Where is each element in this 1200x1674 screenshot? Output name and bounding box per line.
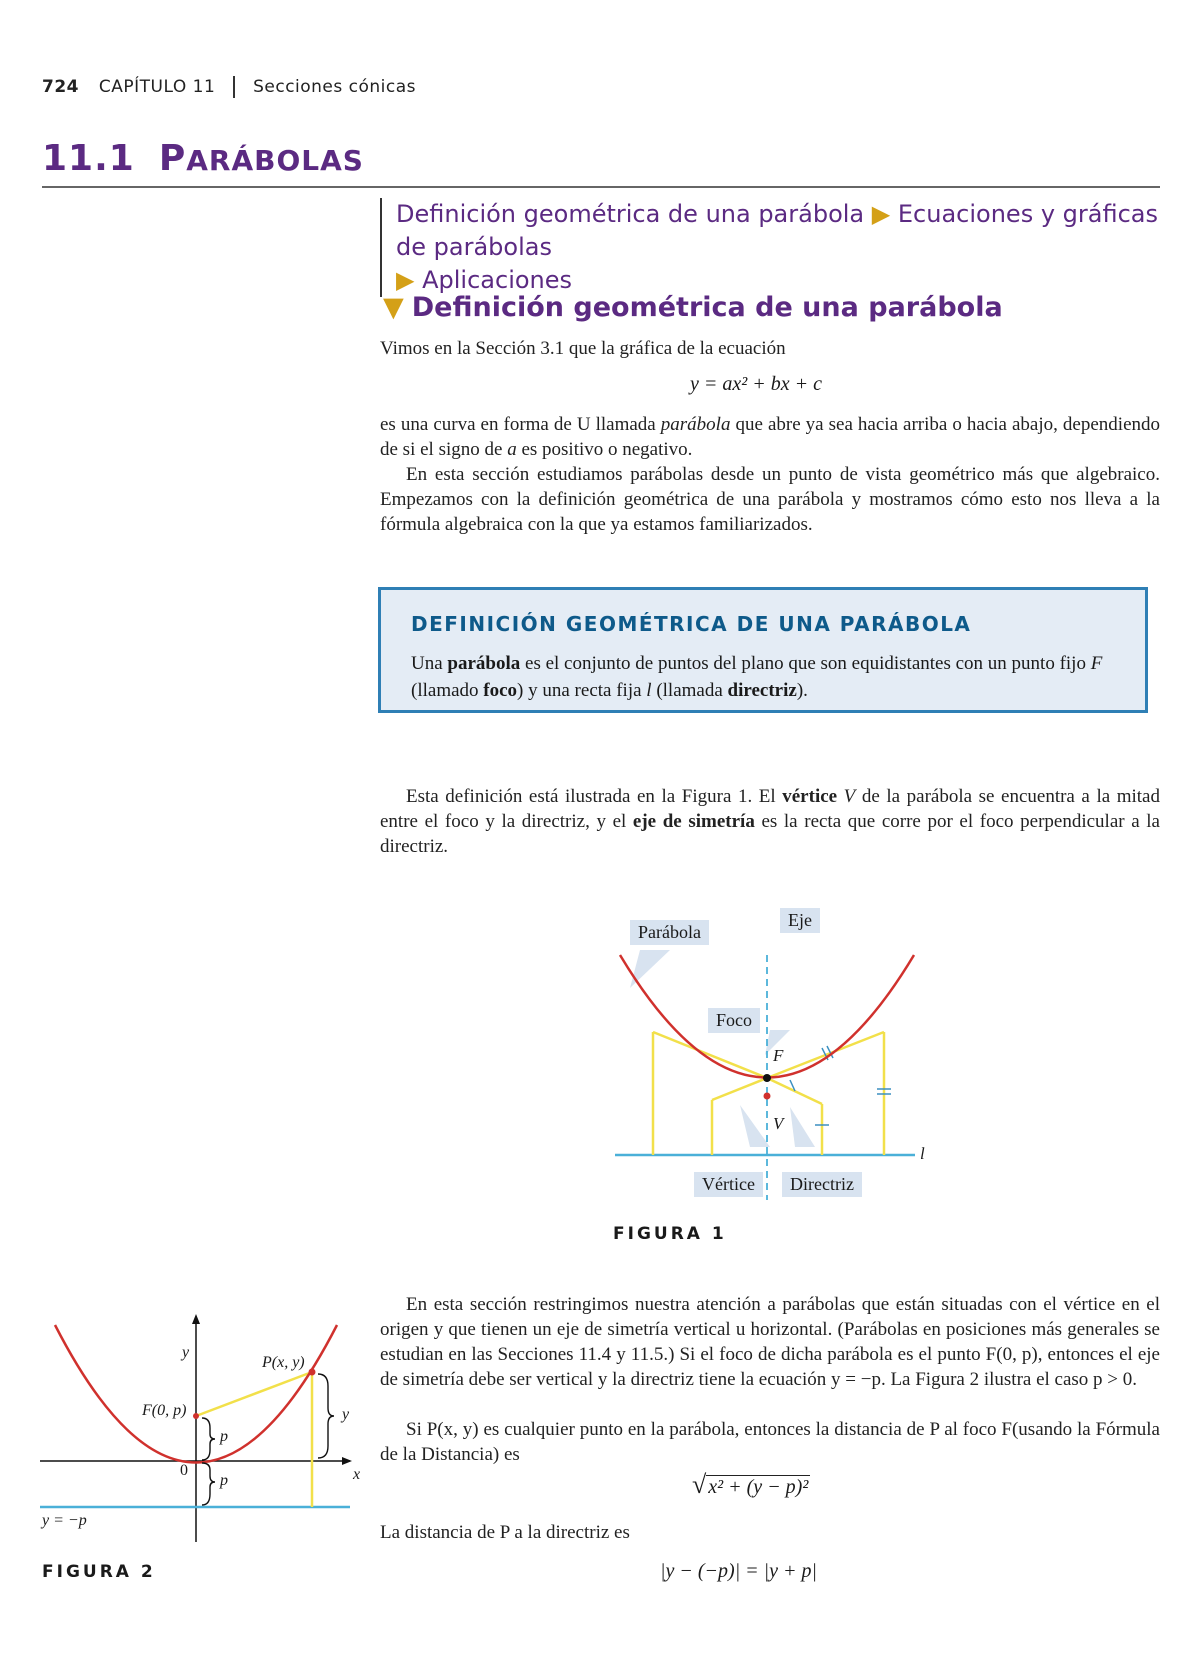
equation-quadratic: y = ax² + bx + c — [690, 373, 822, 395]
callout-directriz: Directriz — [782, 1172, 862, 1197]
focus-label: F(0, p) — [142, 1402, 187, 1419]
definition-text: Una parábola es el conjunto de puntos del plano que son equidistantes con un punto fijo F (llamado foco) y una recta fija l (llamada directriz). — [411, 653, 1103, 701]
callout-tail — [740, 1105, 770, 1147]
callout-vertice: Vértice — [694, 1172, 763, 1197]
section-title-first: P — [158, 138, 187, 179]
equal-tick-marks — [790, 1046, 891, 1125]
triangle-down-icon: ▼ — [383, 292, 404, 323]
focus-point — [193, 1413, 199, 1419]
y-axis-label: y — [182, 1344, 190, 1361]
callout-eje: Eje — [780, 908, 820, 933]
header-divider — [233, 76, 235, 98]
focus-label: F — [773, 1046, 784, 1065]
paragraph-vertex: Esta definición está ilustrada en la Figura 1. El vértice V de la parábola se encuentra a la mitad entre el foco y la directriz, y el eje de simetría es la recta que corre por el foco perpendicular a la directriz. — [380, 786, 1160, 857]
running-header — [42, 76, 416, 98]
brace-p-upper — [202, 1418, 215, 1460]
triangle-icon: ▶ — [396, 266, 415, 294]
intro-paragraph-1: es una curva en forma de U llamada parábola que abre ya sea hacia arriba o hacia abajo, dependiendo de si el signo de a es positivo o negativo. — [380, 414, 1161, 460]
section-toc — [380, 198, 1186, 297]
distance-p-upper: p — [220, 1428, 228, 1445]
paragraph-distance-focus: Si P(x, y) es cualquier punto en la parábola, entonces la distancia de P al foco F(usando la Fórmula de la Distancia) es — [380, 1419, 1160, 1465]
x-axis-arrow — [342, 1457, 352, 1465]
brace-y — [318, 1374, 334, 1458]
page-number: 724 — [42, 77, 79, 97]
definition-box — [378, 587, 1148, 713]
callout-foco: Foco — [708, 1008, 760, 1033]
distance-y: y — [342, 1406, 350, 1423]
definition-title: DEFINICIÓN GEOMÉTRICA DE UNA PARÁBOLA — [411, 612, 972, 636]
intro-paragraph-2: En esta sección estudiamos parábolas desde un punto de vista geométrico más que algebraico. Empezamos con la definición geométrica de una parábola y mostramos cómo esto nos lleva a la fórmula algebraica con la que ya estamos familiarizados. — [380, 464, 1160, 535]
toc-item-1: Definición geométrica de una parábola — [396, 200, 865, 228]
intro-line: Vimos en la Sección 3.1 que la gráfica de la ecuación — [380, 338, 786, 359]
origin-label: 0 — [180, 1462, 188, 1479]
figure-2-diagram — [40, 1310, 360, 1550]
chapter-label: CAPÍTULO 11 — [98, 77, 216, 97]
subsection-title — [383, 292, 1003, 323]
section-title — [42, 138, 364, 179]
focus-point — [763, 1074, 771, 1082]
vertex-point — [764, 1093, 771, 1100]
paragraph-restriction: En esta sección restringimos nuestra atención a parábolas que están situadas con el vértice en el origen y que tienen un eje de simetría vertical u horizontal. (Parábolas en posiciones más generales se estudian en las Secciones 11.4 y 11.5.) Si el foco de dicha parábola es el punto F(0, p), entonces el eje de simetría debe ser vertical y la directriz tiene la ecuación y = −p. La Figura 2 ilustra el caso p > 0. — [380, 1294, 1160, 1390]
directrix-label: y = −p — [42, 1512, 87, 1529]
toc-item-3: Aplicaciones — [422, 266, 573, 294]
toc-item-2: Ecuaciones y gráficas de parábolas — [396, 200, 1158, 261]
figure-1-caption: FIGURA 1 — [613, 1224, 727, 1244]
callout-tail — [790, 1107, 815, 1147]
distance-p-lower: p — [220, 1472, 228, 1489]
section-number: 11.1 — [42, 138, 135, 179]
triangle-icon: ▶ — [871, 200, 891, 228]
y-axis-arrow — [192, 1314, 200, 1324]
directrix-label: l — [920, 1144, 925, 1163]
chapter-title: Secciones cónicas — [253, 77, 417, 97]
callout-parabola: Parábola — [630, 920, 709, 945]
point-p — [309, 1369, 316, 1376]
x-axis-label: x — [353, 1466, 361, 1483]
point-p-label: P(x, y) — [262, 1354, 305, 1371]
figure-1-diagram — [600, 900, 940, 1220]
figure-2-caption: FIGURA 2 — [42, 1562, 156, 1582]
paragraph-distance-directrix: La distancia de P a la directriz es — [380, 1522, 630, 1543]
equation-distance-focus: √ x² + (y − p)² — [692, 1470, 809, 1499]
vertex-label: V — [773, 1114, 784, 1133]
equation-distance-directrix: |y − (−p)| = |y + p| — [660, 1560, 818, 1582]
brace-p-lower — [202, 1463, 215, 1505]
section-title-rest: ARÁBOLAS — [186, 144, 364, 177]
subsection-title-text: Definición geométrica de una parábola — [411, 292, 1003, 323]
title-rule — [42, 186, 1160, 188]
